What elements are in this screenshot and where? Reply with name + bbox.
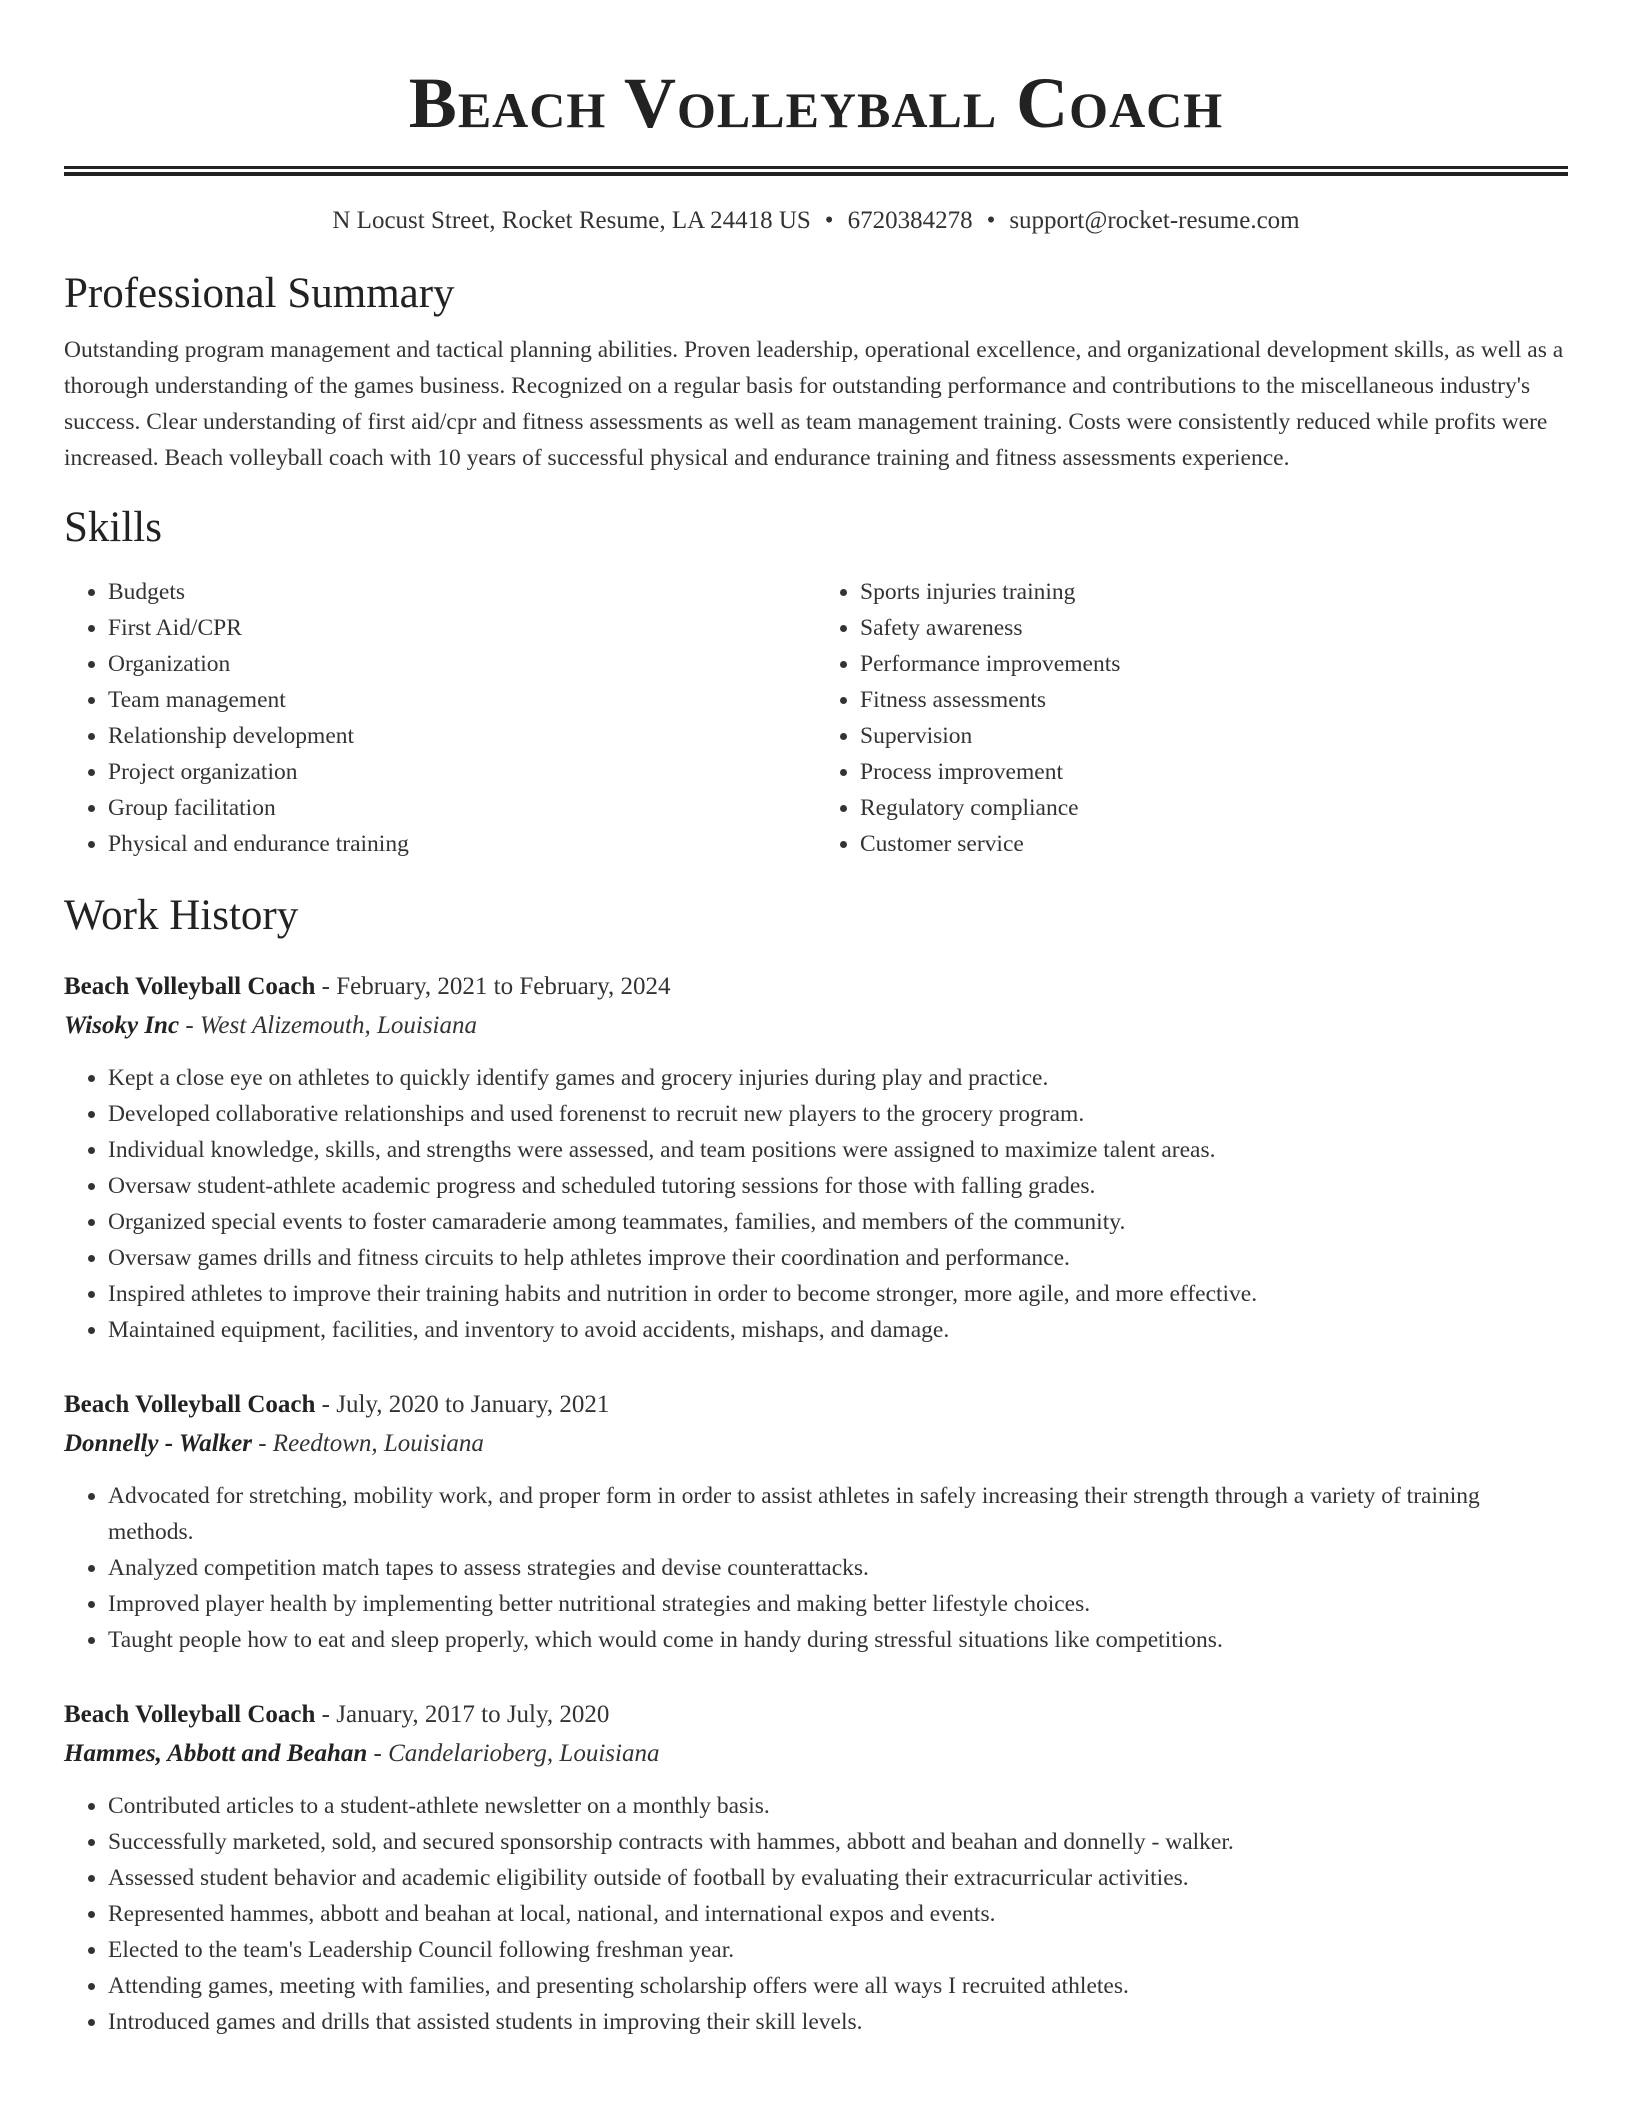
job-duties-list bbox=[64, 1788, 1568, 2040]
job-entry bbox=[64, 968, 1568, 1348]
job-dash: - bbox=[315, 1391, 337, 1418]
work-history-heading: Work History bbox=[64, 892, 299, 939]
job-dates: January, 2017 to July, 2020 bbox=[336, 1701, 610, 1728]
company-location: Reedtown, Louisiana bbox=[272, 1430, 484, 1457]
company-location: Candelarioberg, Louisiana bbox=[388, 1740, 660, 1767]
skill-item: • Project organization bbox=[108, 754, 816, 790]
summary-heading: Professional Summary bbox=[64, 270, 455, 317]
skill-item: • Relationship development bbox=[108, 718, 816, 754]
job-entry bbox=[64, 1696, 1568, 2040]
job-title: Beach Volleyball Coach bbox=[64, 1701, 316, 1728]
skills-list-right bbox=[816, 574, 1568, 862]
company-name: Hammes, Abbott and Beahan bbox=[64, 1740, 368, 1767]
skill-item: • Organization bbox=[108, 646, 816, 682]
job-duty: • Attending games, meeting with families, and presenting scholarship offers were all ways I recruited athletes. bbox=[108, 1968, 1568, 2004]
contact-email: support@rocket-resume.com bbox=[1009, 207, 1300, 234]
skill-item: • Budgets bbox=[108, 574, 816, 610]
job-duty: • Maintained equipment, facilities, and inventory to avoid accidents, mishaps, and damage. bbox=[108, 1312, 1568, 1348]
contact-line bbox=[64, 204, 1568, 238]
company-line bbox=[64, 1734, 1568, 1774]
job-dash: - bbox=[315, 973, 337, 1000]
skills-heading: Skills bbox=[64, 504, 162, 551]
job-title-line bbox=[64, 968, 1568, 1006]
job-duty: • Analyzed competition match tapes to assess strategies and devise counterattacks. bbox=[108, 1550, 1568, 1586]
summary-text: Outstanding program management and tactical planning abilities. Proven leadership, operational excellence, and organizational development skills, as well as a thorough understanding of the games business. Recognized on a regular basis for outstanding performance and contributions to the miscellaneous industry's success. Clear understanding of first aid/cpr and fitness assessments as well as team management training. Costs were consistently reduced while profits were increased. Beach volleyball coach with 10 years of successful physical and endurance training and fitness assessments experience. bbox=[64, 337, 1564, 471]
skill-item: • Sports injuries training bbox=[860, 574, 1568, 610]
skills-grid bbox=[64, 574, 1568, 862]
skill-item: • Team management bbox=[108, 682, 816, 718]
skill-item: • Process improvement bbox=[860, 754, 1568, 790]
job-duty: • Individual knowledge, skills, and strengths were assessed, and team positions were assigned to maximize talent areas. bbox=[108, 1132, 1568, 1168]
company-name: Wisoky Inc bbox=[64, 1012, 180, 1039]
job-title: Beach Volleyball Coach bbox=[64, 973, 316, 1000]
skills-column-left bbox=[64, 574, 816, 862]
candidate-name: Beach Volleyball Coach bbox=[408, 63, 1224, 143]
job-duty: • Oversaw games drills and fitness circuits to help athletes improve their coordination and performance. bbox=[108, 1240, 1568, 1276]
company-name: Donnelly - Walker bbox=[64, 1430, 252, 1457]
job-duty: • Contributed articles to a student-athlete newsletter on a monthly basis. bbox=[108, 1788, 1568, 1824]
job-duty: • Developed collaborative relationships and used forenenst to recruit new players to the grocery program. bbox=[108, 1096, 1568, 1132]
job-title-line bbox=[64, 1696, 1568, 1734]
job-duty: • Inspired athletes to improve their training habits and nutrition in order to become stronger, more agile, and more effective. bbox=[108, 1276, 1568, 1312]
job-title-line bbox=[64, 1386, 1568, 1424]
job-duty: • Represented hammes, abbott and beahan at local, national, and international expos and events. bbox=[108, 1896, 1568, 1932]
job-duty: • Taught people how to eat and sleep properly, which would come in handy during stressful situations like competitions. bbox=[108, 1622, 1568, 1658]
job-duties-list bbox=[64, 1478, 1568, 1658]
job-dash: - bbox=[315, 1701, 337, 1728]
job-duty: • Advocated for stretching, mobility work, and proper form in order to assist athletes in safely increasing their strength through a variety of training methods. bbox=[108, 1478, 1568, 1550]
job-duty: • Improved player health by implementing better nutritional strategies and making better lifestyle choices. bbox=[108, 1586, 1568, 1622]
skill-item: • Fitness assessments bbox=[860, 682, 1568, 718]
contact-phone: 6720384278 bbox=[847, 207, 973, 234]
job-title: Beach Volleyball Coach bbox=[64, 1391, 316, 1418]
skill-item: • Customer service bbox=[860, 826, 1568, 862]
skill-item: • Safety awareness bbox=[860, 610, 1568, 646]
job-duty: • Assessed student behavior and academic eligibility outside of football by evaluating their extracurricular activities. bbox=[108, 1860, 1568, 1896]
skill-item: • Supervision bbox=[860, 718, 1568, 754]
skill-item: • Physical and endurance training bbox=[108, 826, 816, 862]
skill-item: • Performance improvements bbox=[860, 646, 1568, 682]
skill-item: • Group facilitation bbox=[108, 790, 816, 826]
skill-item: • Regulatory compliance bbox=[860, 790, 1568, 826]
job-duty: • Organized special events to foster camaraderie among teammates, families, and members of the community. bbox=[108, 1204, 1568, 1240]
job-duty: • Elected to the team's Leadership Council following freshman year. bbox=[108, 1932, 1568, 1968]
company-dash: - bbox=[367, 1740, 389, 1767]
job-duty: • Successfully marketed, sold, and secured sponsorship contracts with hammes, abbott and beahan and donnelly - walker. bbox=[108, 1824, 1568, 1860]
job-duty: • Introduced games and drills that assisted students in improving their skill levels. bbox=[108, 2004, 1568, 2040]
job-duty: • Oversaw student-athlete academic progress and scheduled tutoring sessions for those with falling grades. bbox=[108, 1168, 1568, 1204]
company-dash: - bbox=[251, 1430, 273, 1457]
company-dash: - bbox=[179, 1012, 200, 1039]
company-line bbox=[64, 1006, 1568, 1046]
contact-address: N Locust Street, Rocket Resume, LA 24418 US bbox=[332, 207, 811, 234]
job-dates: February, 2021 to February, 2024 bbox=[336, 973, 671, 1000]
skill-item: • First Aid/CPR bbox=[108, 610, 816, 646]
contact-separator: • bbox=[986, 207, 996, 234]
header-divider bbox=[64, 166, 1568, 176]
job-dates: July, 2020 to January, 2021 bbox=[336, 1391, 610, 1418]
company-line bbox=[64, 1424, 1568, 1464]
contact-separator: • bbox=[824, 207, 834, 234]
skills-list-left bbox=[64, 574, 816, 862]
job-duties-list bbox=[64, 1060, 1568, 1348]
company-location: West Alizemouth, Louisiana bbox=[199, 1012, 478, 1039]
skills-column-right bbox=[816, 574, 1568, 862]
job-duty: • Kept a close eye on athletes to quickly identify games and grocery injuries during play and practice. bbox=[108, 1060, 1568, 1096]
job-entry bbox=[64, 1386, 1568, 1658]
